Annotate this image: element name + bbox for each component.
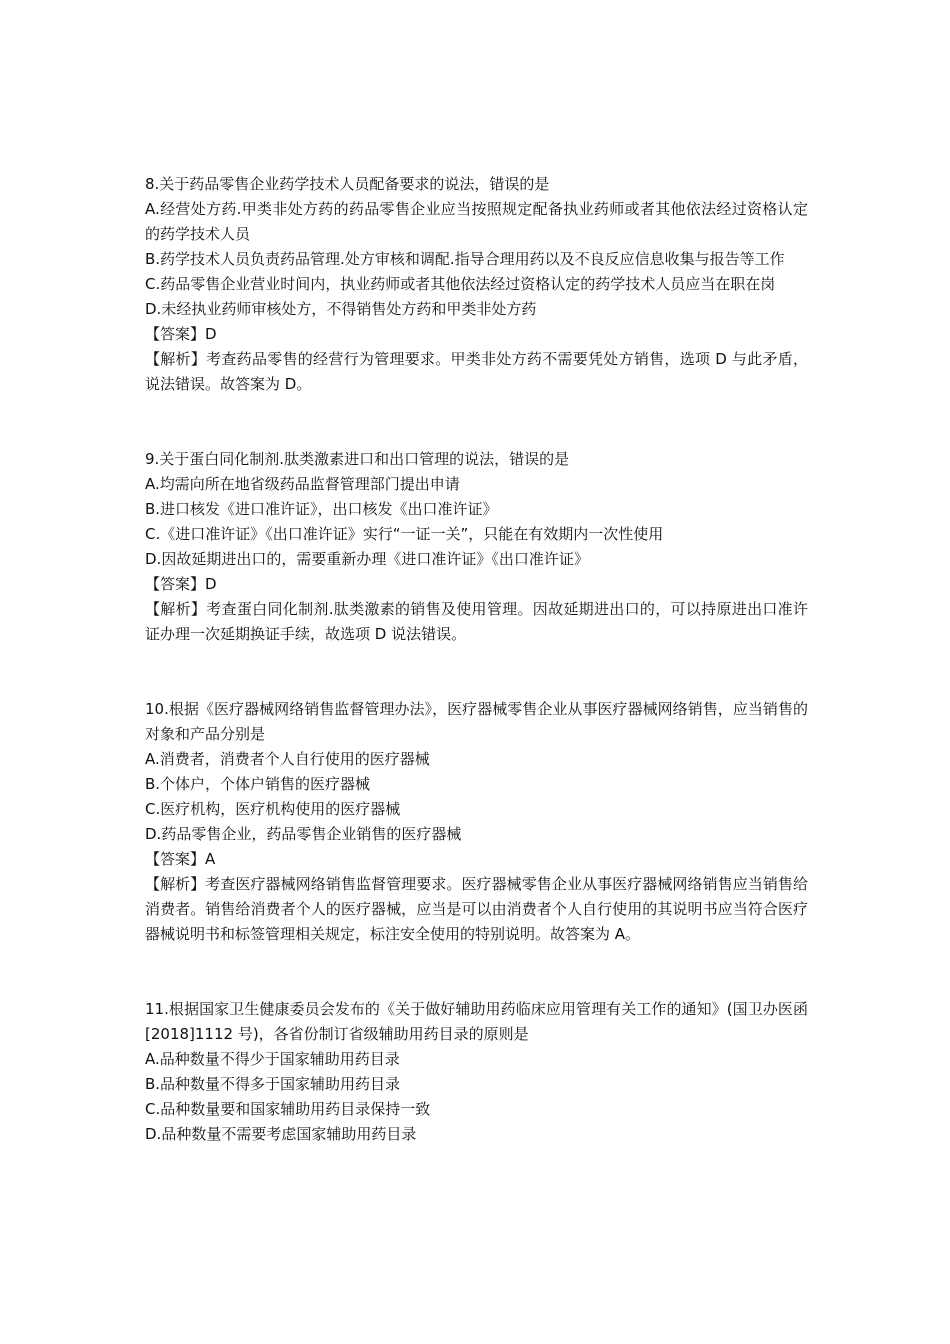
question-stem: 9.关于蛋白同化制剂.肽类激素进口和出口管理的说法，错误的是	[145, 450, 570, 468]
option-b: B.进口核发《进口准许证》，出口核发《出口准许证》	[145, 500, 498, 518]
question-9	[145, 447, 808, 647]
option-d: D.药品零售企业，药品零售企业销售的医疗器械	[145, 825, 462, 843]
question-stem: 10.根据《医疗器械网络销售监督管理办法》，医疗器械零售企业从事医疗器械网络销售，应当销售的对象和产品分别是	[145, 700, 808, 743]
question-11	[145, 997, 808, 1147]
option-c: C.品种数量要和国家辅助用药目录保持一致	[145, 1100, 431, 1118]
question-stem: 8.关于药品零售企业药学技术人员配备要求的说法，错误的是	[145, 175, 550, 193]
option-c: C.医疗机构，医疗机构使用的医疗器械	[145, 800, 401, 818]
option-a: A.经营处方药.甲类非处方药的药品零售企业应当按照规定配备执业药师或者其他依法经过资格认定的药学技术人员	[145, 200, 808, 243]
answer: 【答案】D	[145, 325, 217, 343]
option-b: B.个体户，个体户销售的医疗器械	[145, 775, 371, 793]
option-c: C.药品零售企业营业时间内，执业药师或者其他依法经过资格认定的药学技术人员应当在职在岗	[145, 275, 776, 293]
answer: 【答案】D	[145, 575, 217, 593]
question-8	[145, 172, 808, 397]
option-d: D.未经执业药师审核处方，不得销售处方药和甲类非处方药	[145, 300, 537, 318]
option-a: A.品种数量不得少于国家辅助用药目录	[145, 1050, 400, 1068]
option-c: C.《进口准许证》《出口准许证》实行“一证一关”，只能在有效期内一次性使用	[145, 525, 664, 543]
option-b: B.品种数量不得多于国家辅助用药目录	[145, 1075, 401, 1093]
analysis: 【解析】考查蛋白同化制剂.肽类激素的销售及使用管理。因故延期进出口的，可以持原进出口准许证办理一次延期换证手续，故选项 D 说法错误。	[145, 600, 808, 643]
document-page	[145, 172, 808, 1147]
option-a: A.消费者，消费者个人自行使用的医疗器械	[145, 750, 430, 768]
analysis: 【解析】考查药品零售的经营行为管理要求。甲类非处方药不需要凭处方销售，选项 D 与此矛盾，说法错误。故答案为 D。	[145, 350, 808, 393]
option-d: D.品种数量不需要考虑国家辅助用药目录	[145, 1125, 417, 1143]
option-b: B.药学技术人员负责药品管理.处方审核和调配.指导合理用药以及不良反应信息收集与报告等工作	[145, 250, 785, 268]
question-10	[145, 697, 808, 947]
answer: 【答案】A	[145, 850, 216, 868]
analysis: 【解析】考查医疗器械网络销售监督管理要求。医疗器械零售企业从事医疗器械网络销售应当销售给消费者。销售给消费者个人的医疗器械，应当是可以由消费者个人自行使用的其说明书应当符合医疗器械说明书和标签管理相关规定，标注安全使用的特别说明。故答案为 A。	[145, 875, 808, 943]
question-stem: 11.根据国家卫生健康委员会发布的《关于做好辅助用药临床应用管理有关工作的通知》(国卫办医函[2018]1112 号)，各省份制订省级辅助用药目录的原则是	[145, 1000, 808, 1043]
option-a: A.均需向所在地省级药品监督管理部门提出申请	[145, 475, 460, 493]
option-d: D.因故延期进出口的，需要重新办理《进口准许证》《出口准许证》	[145, 550, 589, 568]
